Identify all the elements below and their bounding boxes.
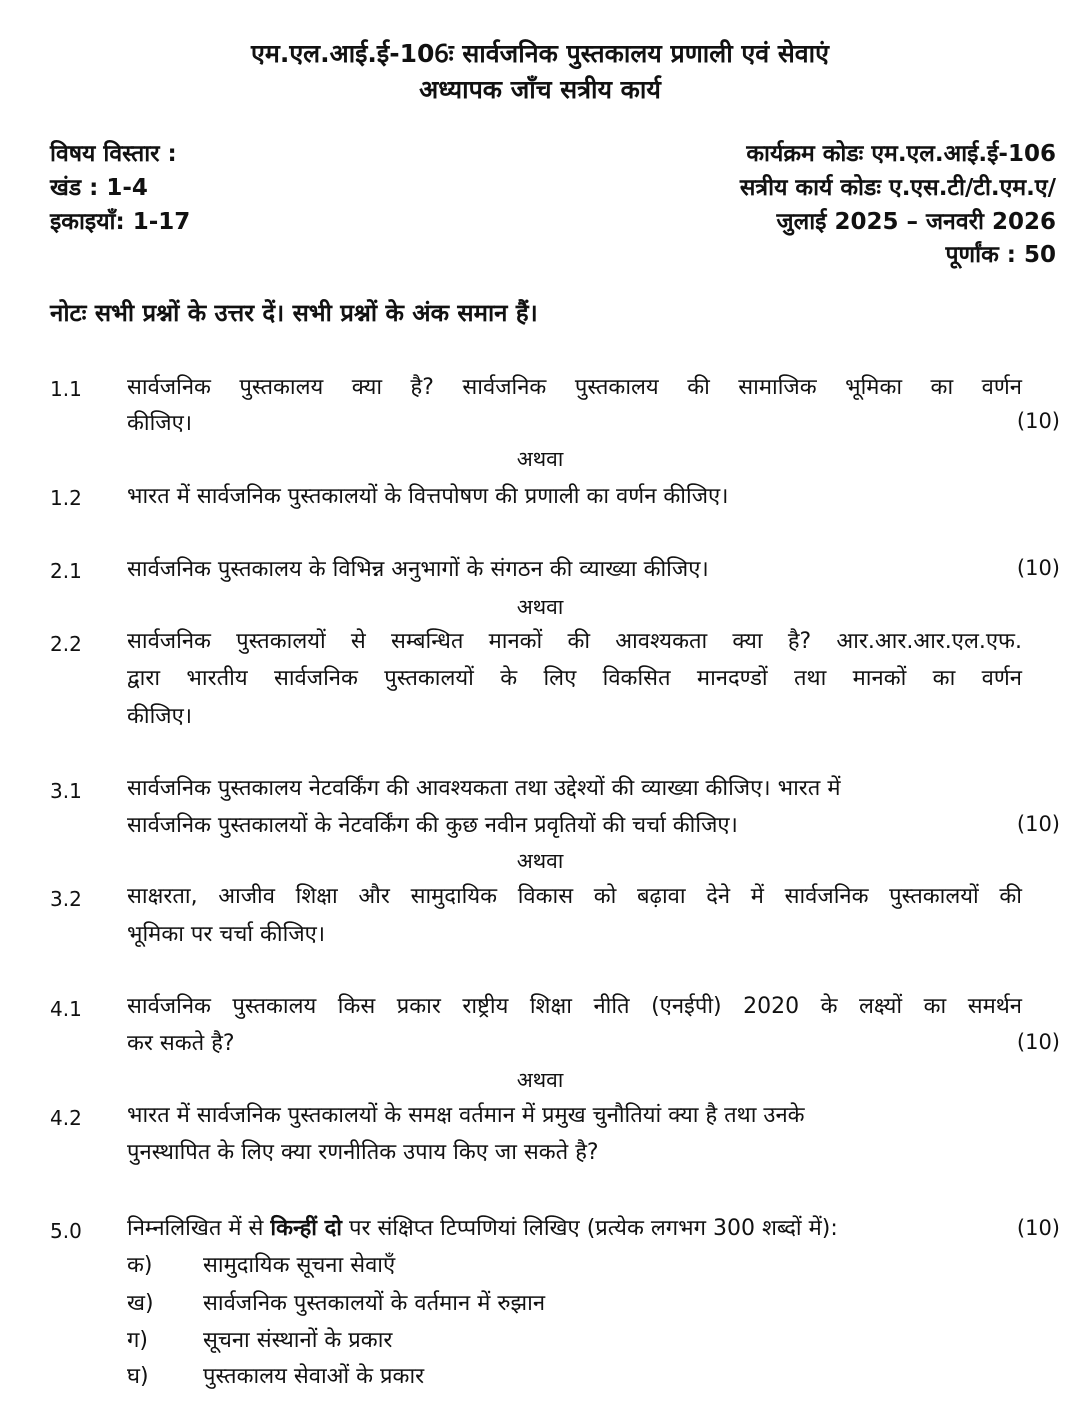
question-number: 2.2 (50, 632, 82, 656)
question-marks: (10) (1016, 1216, 1060, 1240)
question-text-post: पर संक्षिप्त टिप्पणियां लिखिए (प्रत्येक लगभग 300 शब्दों में): (341, 1216, 838, 1241)
subitem-label: ख) (127, 1291, 154, 1316)
question-text: द्वारा भारतीय सार्वजनिक पुस्तकालयों के लिए विकसित मानदण्डों तथा मानकों का वर्णन (127, 666, 1022, 691)
question-text: सार्वजनिक पुस्तकालय के विभिन्न अनुभागों के संगठन की व्याख्या कीजिए। (127, 557, 709, 582)
question-number: 2.1 (50, 559, 82, 583)
question-text-emphasis: किन्हीं दो (270, 1216, 342, 1241)
block-label: खंड : 1-4 (50, 175, 148, 201)
instructions-note: नोटः सभी प्रश्नों के उत्तर दें। सभी प्रश्नों के अंक समान हैं। (50, 299, 538, 327)
subitem-label: क) (127, 1253, 153, 1278)
subitem-text: सूचना संस्थानों के प्रकार (203, 1328, 393, 1353)
question-text: सार्वजनिक पुस्तकालयों से सम्बन्धित मानकों की आवश्यकता क्या है? आर.आर.आर.एल.एफ. (127, 629, 1022, 654)
question-text: कर सकते है? (127, 1031, 235, 1056)
subitem-text: सार्वजनिक पुस्तकालयों के वर्तमान में रुझान (203, 1291, 546, 1316)
question-text: सार्वजनिक पुस्तकालयों के नेटवर्किंग की कुछ नवीन प्रवृतियों की चर्चा कीजिए। (127, 813, 738, 838)
question-text (127, 1212, 1022, 1242)
question-text: कीजिए। (127, 704, 193, 729)
document-title: एम.एल.आई.ई-106ः सार्वजनिक पुस्तकालय प्रणाली एवं सेवाएं (251, 39, 829, 68)
question-text: सार्वजनिक पुस्तकालय क्या है? सार्वजनिक पुस्तकालय की सामाजिक भूमिका का वर्णन (127, 375, 1022, 400)
subitem-label: ग) (127, 1328, 148, 1353)
question-text: कीजिए। (127, 411, 193, 436)
question-number: 4.2 (50, 1106, 82, 1130)
assignment-code: सत्रीय कार्य कोडः ए.एस.टी/टी.एम.ए/ (739, 175, 1056, 201)
question-marks: (10) (1016, 409, 1060, 433)
document-subtitle: अध्यापक जाँच सत्रीय कार्य (419, 75, 661, 104)
question-marks: (10) (1016, 812, 1060, 836)
subject-label: विषय विस्तार : (50, 141, 177, 167)
question-text-pre: निम्नलिखित में से (127, 1216, 271, 1241)
question-text: साक्षरता, आजीव शिक्षा और सामुदायिक विकास को बढ़ावा देने में सार्वजनिक पुस्तकालयों की (127, 884, 1022, 909)
or-separator: अथवा (516, 1068, 564, 1092)
units-label: इकाइयाँ: 1-17 (50, 209, 191, 235)
programme-code: कार्यक्रम कोडः एम.एल.आई.ई-106 (746, 141, 1056, 167)
question-text: भूमिका पर चर्चा कीजिए। (127, 922, 326, 947)
or-separator: अथवा (516, 447, 564, 471)
question-text: भारत में सार्वजनिक पुस्तकालयों के समक्ष वर्तमान में प्रमुख चुनौतियां क्या है तथा उनके (127, 1103, 805, 1128)
question-number: 3.2 (50, 887, 82, 911)
session-dates: जुलाई 2025 – जनवरी 2026 (776, 209, 1056, 235)
question-text: पुनस्थापित के लिए क्या रणनीतिक उपाय किए जा सकते है? (127, 1140, 599, 1165)
or-separator: अथवा (516, 595, 564, 619)
max-marks: पूर्णांक : 50 (945, 242, 1056, 268)
question-number: 1.1 (50, 377, 82, 401)
question-marks: (10) (1016, 556, 1060, 580)
question-number: 1.2 (50, 486, 82, 510)
subitem-text: पुस्तकालय सेवाओं के प्रकार (203, 1364, 425, 1389)
question-number: 4.1 (50, 997, 82, 1021)
subitem-text: सामुदायिक सूचना सेवाएँ (203, 1253, 396, 1278)
question-marks: (10) (1016, 1030, 1060, 1054)
question-number: 5.0 (50, 1219, 82, 1243)
or-separator: अथवा (516, 849, 564, 873)
question-text: सार्वजनिक पुस्तकालय नेटवर्किंग की आवश्यकता तथा उद्देश्यों की व्याख्या कीजिए। भारत में (127, 776, 841, 801)
question-number: 3.1 (50, 779, 82, 803)
question-text: सार्वजनिक पुस्तकालय किस प्रकार राष्ट्रीय शिक्षा नीति (एनईपी) 2020 के लक्ष्यों का समर्थन (127, 994, 1022, 1019)
question-text: भारत में सार्वजनिक पुस्तकालयों के वित्तपोषण की प्रणाली का वर्णन कीजिए। (127, 484, 729, 509)
subitem-label: घ) (127, 1364, 149, 1389)
